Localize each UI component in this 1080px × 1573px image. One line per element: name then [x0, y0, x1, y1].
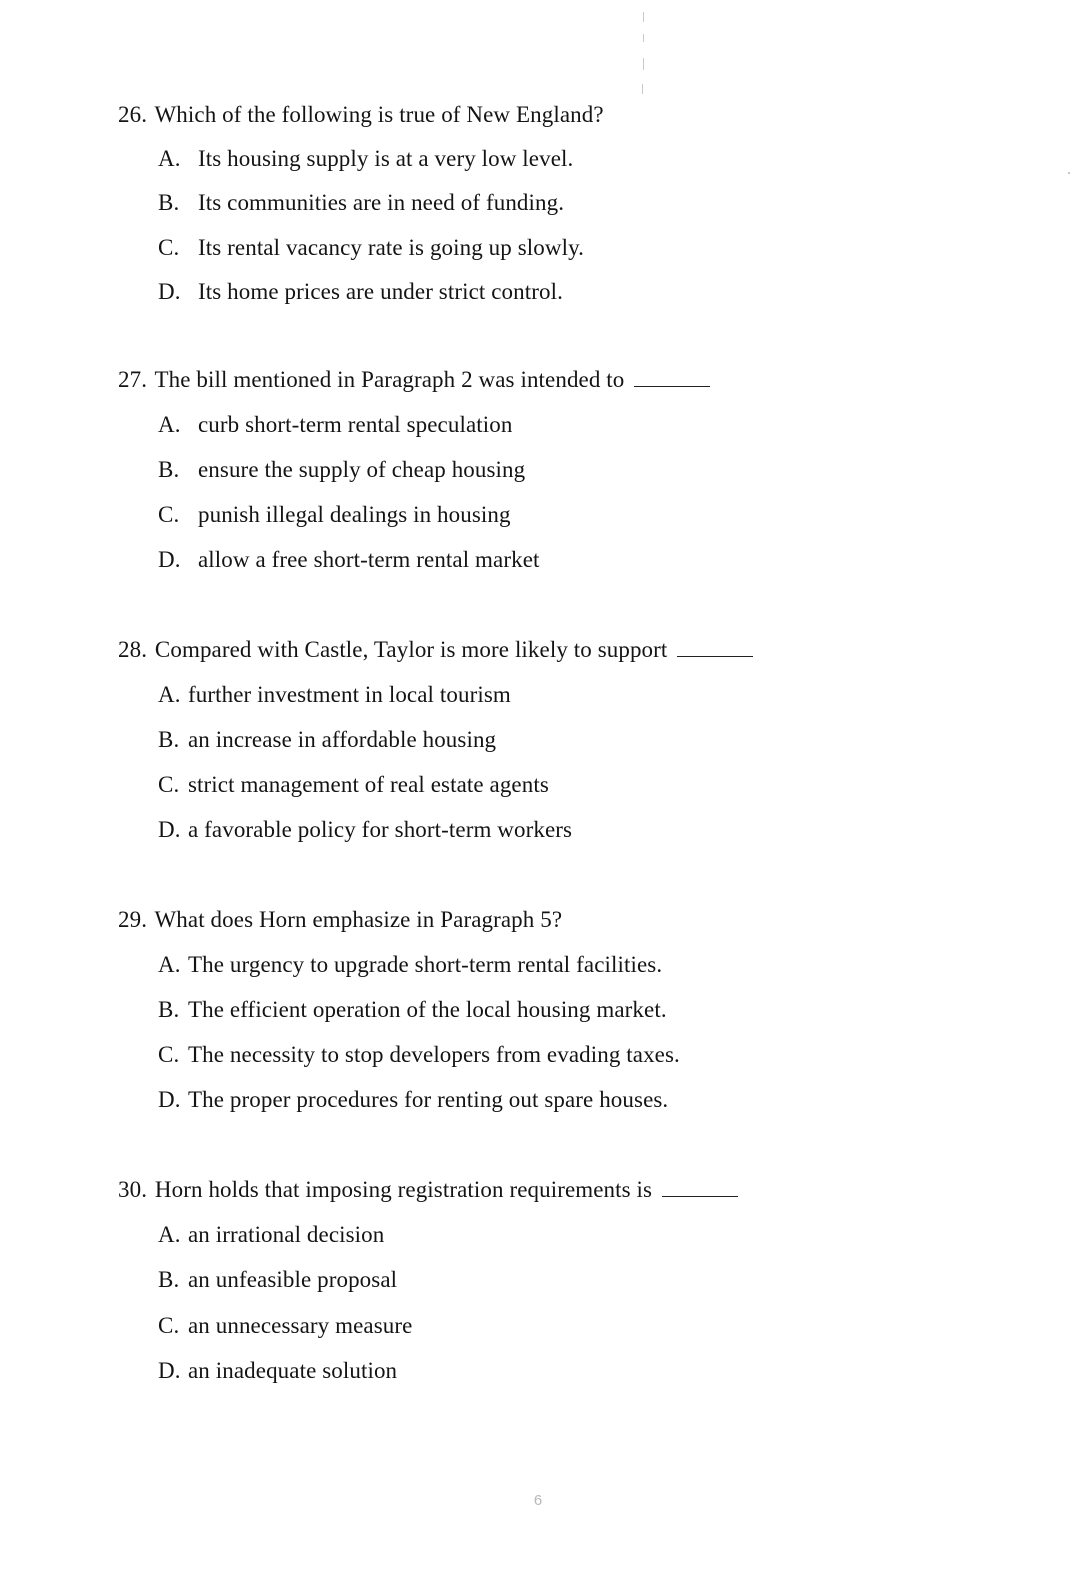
option-text: strict management of real estate agents — [188, 772, 549, 797]
option-c — [158, 770, 549, 800]
question-stem — [118, 100, 604, 130]
question-stem — [118, 365, 710, 395]
scan-artifact — [643, 12, 644, 22]
option-letter: B. — [158, 1267, 180, 1292]
option-text: an increase in affordable housing — [188, 727, 497, 752]
question-text: Which of the following is true of New England? — [154, 102, 604, 127]
option-b — [158, 995, 667, 1025]
option-a — [158, 680, 511, 710]
option-letter: D. — [158, 547, 181, 572]
question-stem — [118, 1175, 738, 1205]
option-b — [158, 725, 496, 755]
option-text: The proper procedures for renting out spare houses. — [188, 1087, 669, 1112]
question-text: Horn holds that imposing registration requirements is — [154, 1177, 653, 1202]
scan-artifact — [1068, 172, 1070, 174]
option-d — [158, 815, 572, 845]
option-text: Its housing supply is at a very low level. — [198, 146, 574, 171]
option-text: The efficient operation of the local housing market. — [188, 997, 667, 1022]
option-text: an irrational decision — [188, 1222, 385, 1247]
option-letter: D. — [158, 1087, 181, 1112]
option-text: ensure the supply of cheap housing — [198, 457, 526, 482]
option-text: curb short-term rental speculation — [198, 412, 513, 437]
scan-artifact — [642, 84, 643, 94]
question-text: The bill mentioned in Paragraph 2 was intended to — [154, 367, 625, 392]
option-b — [158, 188, 564, 218]
option-c — [158, 1040, 680, 1070]
option-letter: B. — [158, 457, 180, 482]
question-text: What does Horn emphasize in Paragraph 5? — [154, 907, 563, 932]
option-letter: B. — [158, 727, 180, 752]
question-stem — [118, 635, 753, 665]
question-number: 29. — [118, 907, 148, 932]
question-stem — [118, 905, 562, 935]
option-text: Its communities are in need of funding. — [198, 190, 565, 215]
option-letter: B. — [158, 190, 180, 215]
option-a — [158, 410, 512, 440]
option-text: allow a free short-term rental market — [198, 547, 540, 572]
option-text: The urgency to upgrade short-term rental facilities. — [188, 952, 663, 977]
answer-blank — [677, 640, 753, 657]
option-text: Its home prices are under strict control. — [198, 279, 563, 304]
option-b — [158, 455, 525, 485]
option-letter: C. — [158, 1042, 180, 1067]
option-text: Its rental vacancy rate is going up slowly. — [198, 235, 585, 260]
option-a — [158, 144, 573, 174]
option-letter: A. — [158, 146, 181, 171]
option-text: The necessity to stop developers from evading taxes. — [188, 1042, 680, 1067]
option-c — [158, 500, 511, 530]
page-number: 6 — [533, 1492, 543, 1509]
option-letter: B. — [158, 997, 180, 1022]
option-a — [158, 950, 662, 980]
scan-artifact — [643, 58, 644, 70]
option-letter: A. — [158, 952, 181, 977]
scan-artifact — [643, 34, 644, 42]
option-letter: C. — [158, 502, 180, 527]
option-letter: C. — [158, 772, 180, 797]
option-a — [158, 1220, 384, 1250]
option-letter: C. — [158, 235, 180, 260]
option-text: an inadequate solution — [188, 1358, 398, 1383]
option-text: further investment in local tourism — [188, 682, 511, 707]
option-d — [158, 277, 563, 307]
option-letter: D. — [158, 279, 181, 304]
option-letter: D. — [158, 1358, 181, 1383]
option-text: an unnecessary measure — [188, 1313, 413, 1338]
question-text: Compared with Castle, Taylor is more likely to support — [154, 637, 668, 662]
option-c — [158, 1311, 412, 1341]
option-letter: C. — [158, 1313, 180, 1338]
option-text: punish illegal dealings in housing — [198, 502, 511, 527]
question-number: 26. — [118, 102, 148, 127]
question-number: 28. — [118, 637, 148, 662]
option-letter: A. — [158, 412, 181, 437]
option-text: a favorable policy for short-term workers — [188, 817, 573, 842]
option-text: an unfeasible proposal — [188, 1267, 398, 1292]
question-number: 27. — [118, 367, 148, 392]
answer-blank — [662, 1180, 738, 1197]
option-d — [158, 1085, 668, 1115]
answer-blank — [634, 370, 710, 387]
option-letter: D. — [158, 817, 181, 842]
option-d — [158, 545, 540, 575]
option-c — [158, 233, 584, 263]
option-d — [158, 1356, 397, 1386]
option-letter: A. — [158, 682, 181, 707]
option-letter: A. — [158, 1222, 181, 1247]
question-number: 30. — [118, 1177, 148, 1202]
option-b — [158, 1265, 397, 1295]
